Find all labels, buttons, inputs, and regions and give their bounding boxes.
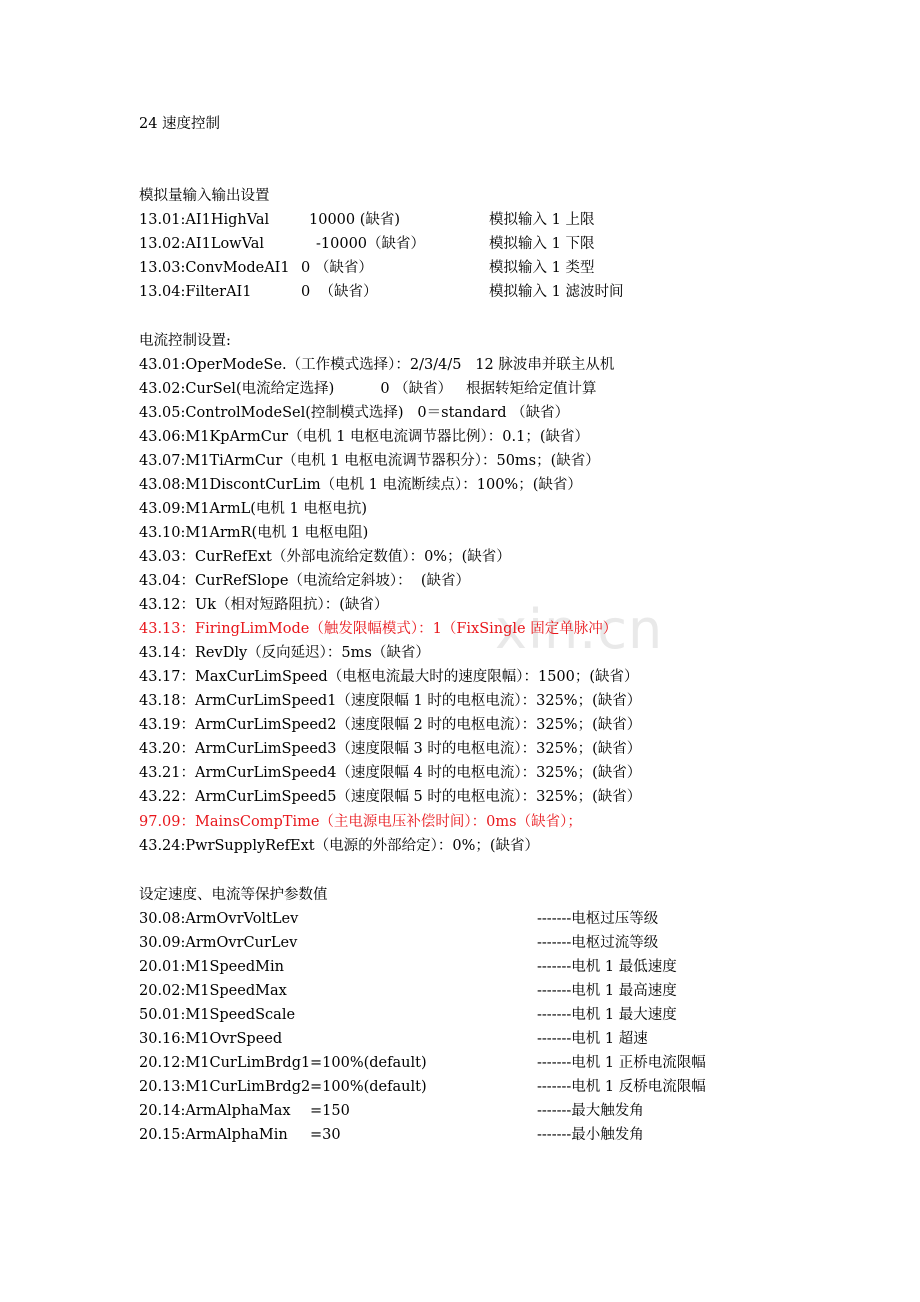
protection-row (139, 1027, 648, 1051)
current-param-line: 43.05:ControlModeSel(控制模式选择) 0＝standard （缺省） (139, 405, 570, 421)
current-param-line: 43.10:M1ArmR(电机 1 电枢电阻) (139, 525, 369, 541)
analog-row (139, 232, 595, 256)
current-param-line: 43.07:M1TiArmCur（电机 1 电枢电流调节器积分）：50ms；(缺省） (139, 453, 600, 469)
param-description: 模拟输入 1 类型 (489, 260, 595, 276)
param-name: 13.03:ConvModeAI1 (139, 260, 290, 276)
current-param-line: 43.08:M1DiscontCurLim（电机 1 电流断续点）：100%；(缺省） (139, 477, 582, 493)
protection-row (139, 979, 677, 1003)
param-value: 0 （缺省） (301, 284, 378, 300)
current-param-line: 43.01:OperModeSe.（工作模式选择）：2/3/4/5 12 脉波串并联主从机 (139, 357, 615, 373)
param-name: 20.01:M1SpeedMin (139, 959, 284, 975)
param-value: 0 （缺省） (301, 260, 373, 276)
param-name: 20.15:ArmAlphaMin (139, 1127, 288, 1143)
param-description: 模拟输入 1 上限 (489, 212, 595, 228)
protection-row (139, 955, 677, 979)
protection-row (139, 1003, 677, 1027)
protection-row (139, 1075, 706, 1099)
current-param-line-highlighted: 43.13：FiringLimMode（触发限幅模式）：1（FixSingle 固定单脉冲） (139, 621, 618, 637)
param-description: -------电机 1 最低速度 (537, 959, 677, 975)
current-param-line: 43.04：CurRefSlope（电流给定斜坡）： (缺省） (139, 573, 471, 589)
param-description: -------电机 1 最大速度 (537, 1007, 677, 1023)
current-param-line: 43.12：Uk（相对短路阻抗）：(缺省） (139, 597, 389, 613)
param-name: 13.01:AI1HighVal (139, 212, 270, 228)
current-param-line: 43.14：RevDly（反向延迟）：5ms（缺省） (139, 645, 430, 661)
param-description: 模拟输入 1 滤波时间 (489, 284, 624, 300)
analog-row (139, 256, 595, 280)
current-param-line: 43.22：ArmCurLimSpeed5（速度限幅 5 时的电枢电流）：325%；(缺省） (139, 789, 642, 805)
param-name: 20.02:M1SpeedMax (139, 983, 287, 999)
current-param-line: 43.17：MaxCurLimSpeed（电枢电流最大时的速度限幅）：1500；(缺省） (139, 669, 639, 685)
param-description: -------电机 1 正桥电流限幅 (537, 1055, 706, 1071)
param-name: 30.09:ArmOvrCurLev (139, 935, 298, 951)
param-name: 30.08:ArmOvrVoltLev (139, 911, 299, 927)
current-param-line: 43.19：ArmCurLimSpeed2（速度限幅 2 时的电枢电流）：325%；(缺省） (139, 717, 642, 733)
current-param-line: 43.18：ArmCurLimSpeed1（速度限幅 1 时的电枢电流）：325%；(缺省） (139, 693, 642, 709)
param-description: -------电枢过流等级 (537, 935, 659, 951)
param-description: -------电机 1 反桥电流限幅 (537, 1079, 706, 1095)
param-value: 10000 (缺省) (309, 212, 401, 228)
protection-row (139, 1051, 706, 1075)
param-value: =150 (310, 1103, 350, 1119)
param-name: 20.13:M1CurLimBrdg2 (139, 1079, 311, 1095)
param-description: -------电枢过压等级 (537, 911, 659, 927)
current-param-line: 43.09:M1ArmL(电机 1 电枢电抗) (139, 501, 368, 517)
param-name: 13.02:AI1LowVal (139, 236, 265, 252)
param-description: -------最小触发角 (537, 1127, 644, 1143)
current-param-line: 43.21：ArmCurLimSpeed4（速度限幅 4 时的电枢电流）：325%；(缺省） (139, 765, 642, 781)
current-section-title: 电流控制设置: (139, 333, 231, 349)
current-param-line: 43.02:CurSel(电流给定选择) 0 （缺省） 根据转矩给定值计算 (139, 381, 597, 397)
current-param-line-highlighted: 97.09：MainsCompTime（主电源电压补偿时间）：0ms（缺省）； (139, 814, 582, 830)
param-value: =30 (310, 1127, 341, 1143)
param-name: 50.01:M1SpeedScale (139, 1007, 296, 1023)
protection-row (139, 1099, 644, 1123)
current-param-line: 43.24:PwrSupplyRefExt（电源的外部给定）：0%；(缺省） (139, 838, 540, 854)
protection-row (139, 931, 659, 955)
param-value: =100%(default) (310, 1079, 427, 1095)
param-name: 20.14:ArmAlphaMax (139, 1103, 291, 1119)
param-value: -10000（缺省） (316, 236, 426, 252)
analog-row (139, 280, 624, 304)
current-param-line: 43.06:M1KpArmCur（电机 1 电枢电流调节器比例）：0.1；(缺省） (139, 429, 590, 445)
analog-section-title: 模拟量输入输出设置 (139, 188, 270, 204)
protection-row (139, 907, 659, 931)
param-name: 13.04:FilterAI1 (139, 284, 252, 300)
param-description: -------电机 1 超速 (537, 1031, 648, 1047)
current-param-line: 43.03：CurRefExt（外部电流给定数值）：0%；(缺省） (139, 549, 511, 565)
analog-row (139, 208, 595, 232)
protection-section-title: 设定速度、电流等保护参数值 (139, 887, 328, 903)
param-value: =100%(default) (310, 1055, 427, 1071)
protection-row (139, 1123, 644, 1147)
page-heading: 24 速度控制 (139, 116, 221, 132)
watermark: xin.cn (495, 598, 664, 661)
param-name: 30.16:M1OvrSpeed (139, 1031, 283, 1047)
current-param-line: 43.20：ArmCurLimSpeed3（速度限幅 3 时的电枢电流）：325%；(缺省） (139, 741, 642, 757)
param-description: -------电机 1 最高速度 (537, 983, 677, 999)
param-name: 20.12:M1CurLimBrdg1 (139, 1055, 311, 1071)
param-description: -------最大触发角 (537, 1103, 644, 1119)
param-description: 模拟输入 1 下限 (489, 236, 595, 252)
